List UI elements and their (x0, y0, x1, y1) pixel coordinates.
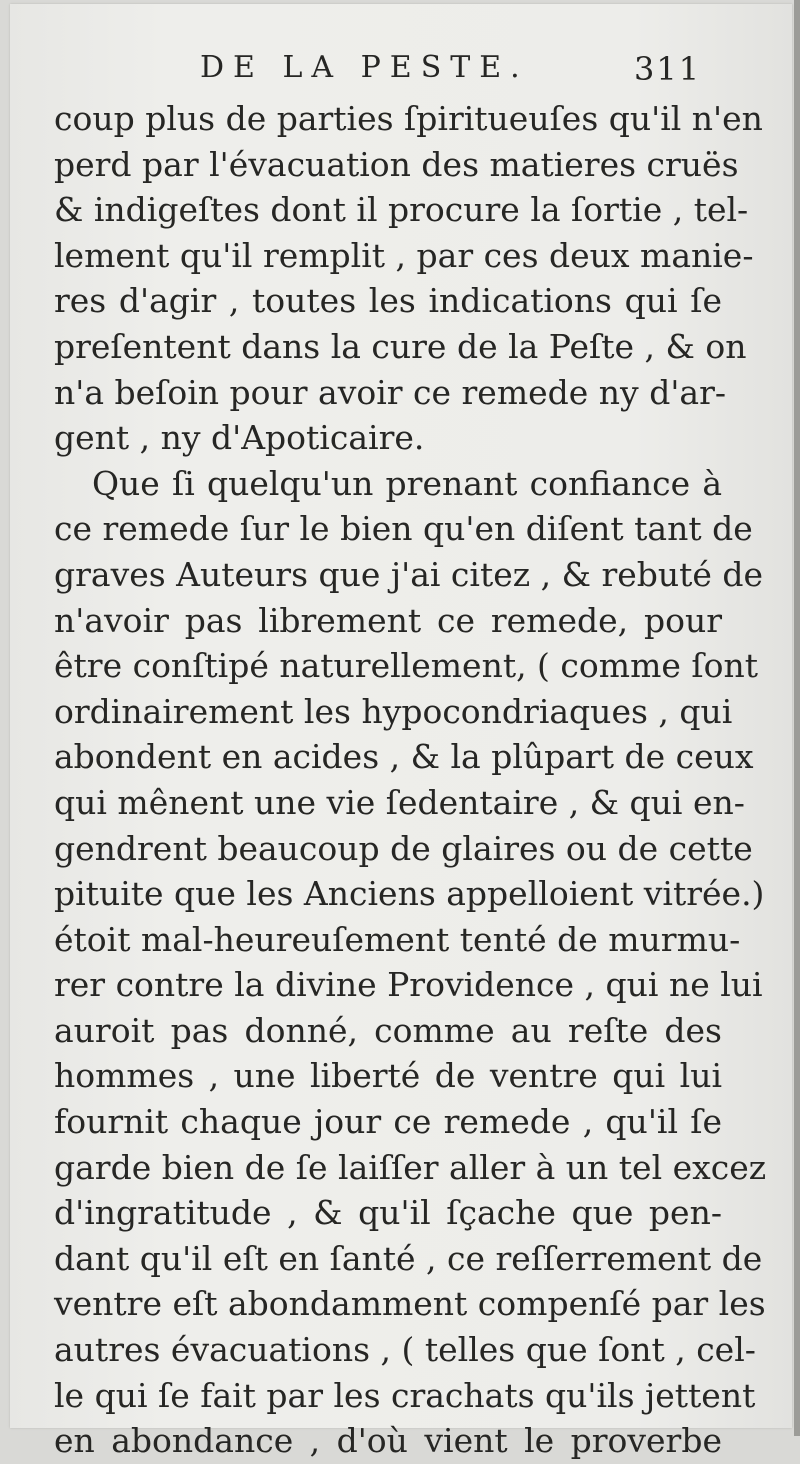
page-number: 311 (634, 50, 702, 88)
running-title: DE LA PESTE. (200, 50, 529, 85)
text-line: gendrent beaucoup de glaires ou de cette (54, 828, 753, 868)
text-line: fournit chaque jour ce remede , qu'il ſe (54, 1102, 722, 1142)
text-line: res d'agir , toutes les indications qui ſe (54, 281, 722, 321)
text-line: lement qu'il remplit , par ces deux manie- (54, 235, 754, 275)
text-line: dant qu'il eſt en ſanté , ce reſſerrement de (54, 1238, 763, 1278)
text-line: preſentent dans la cure de la Peſte , & on (54, 326, 747, 366)
text-line: abondent en acides , & la plûpart de ceux (54, 737, 754, 777)
text-line: gent , ny d'Apoticaire. (54, 418, 425, 458)
text-line: hommes , une liberté de ventre qui lui (54, 1056, 722, 1096)
body-text (54, 96, 767, 1464)
text-line: rer contre la divine Providence , qui ne lui (54, 965, 763, 1005)
text-line: ordinairement les hypocondriaques , qui (54, 691, 733, 731)
text-line: coup plus de parties ſpiritueuſes qu'il n'en (54, 99, 763, 138)
text-line: d'ingratitude , & qu'il ſçache que pen- (54, 1193, 722, 1233)
paragraph-start-line: Que ſi quelqu'un prenant confiance à (92, 463, 722, 503)
text-line: pituite que les Anciens appelloient vitrée.) (54, 874, 765, 914)
text-line: ce remede ſur le bien qu'en diſent tant de (54, 509, 753, 549)
text-line: n'a beſoin pour avoir ce remede ny d'ar- (54, 372, 726, 412)
text-line: étoit mal-heureuſement tenté de murmu- (54, 919, 741, 959)
text-line: le qui ſe fait par les crachats qu'ils jettent (54, 1375, 756, 1415)
text-line: auroit pas donné, comme au reſte des (54, 1010, 722, 1050)
text-line: graves Auteurs que j'ai citez , & rebuté de (54, 554, 764, 594)
text-line: & indigeſtes dont il procure la ſortie , tel- (54, 190, 749, 230)
text-line: garde bien de ſe laiſſer aller à un tel excez (54, 1147, 767, 1187)
page-edge (794, 0, 800, 1436)
text-line: ventre eſt abondamment compenſé par les (54, 1284, 766, 1324)
text-line: perd par l'évacuation des matieres cruës (54, 144, 739, 184)
text-line: qui mênent une vie ſedentaire , & qui en- (54, 782, 745, 822)
text-line: en abondance , d'où vient le proverbe (54, 1421, 722, 1461)
text-line: être conſtipé naturellement, ( comme ſont (54, 646, 758, 686)
text-line: autres évacuations , ( telles que ſont , cel- (54, 1330, 756, 1370)
page-header (0, 50, 800, 96)
text-line: n'avoir pas librement ce remede, pour (54, 600, 722, 640)
